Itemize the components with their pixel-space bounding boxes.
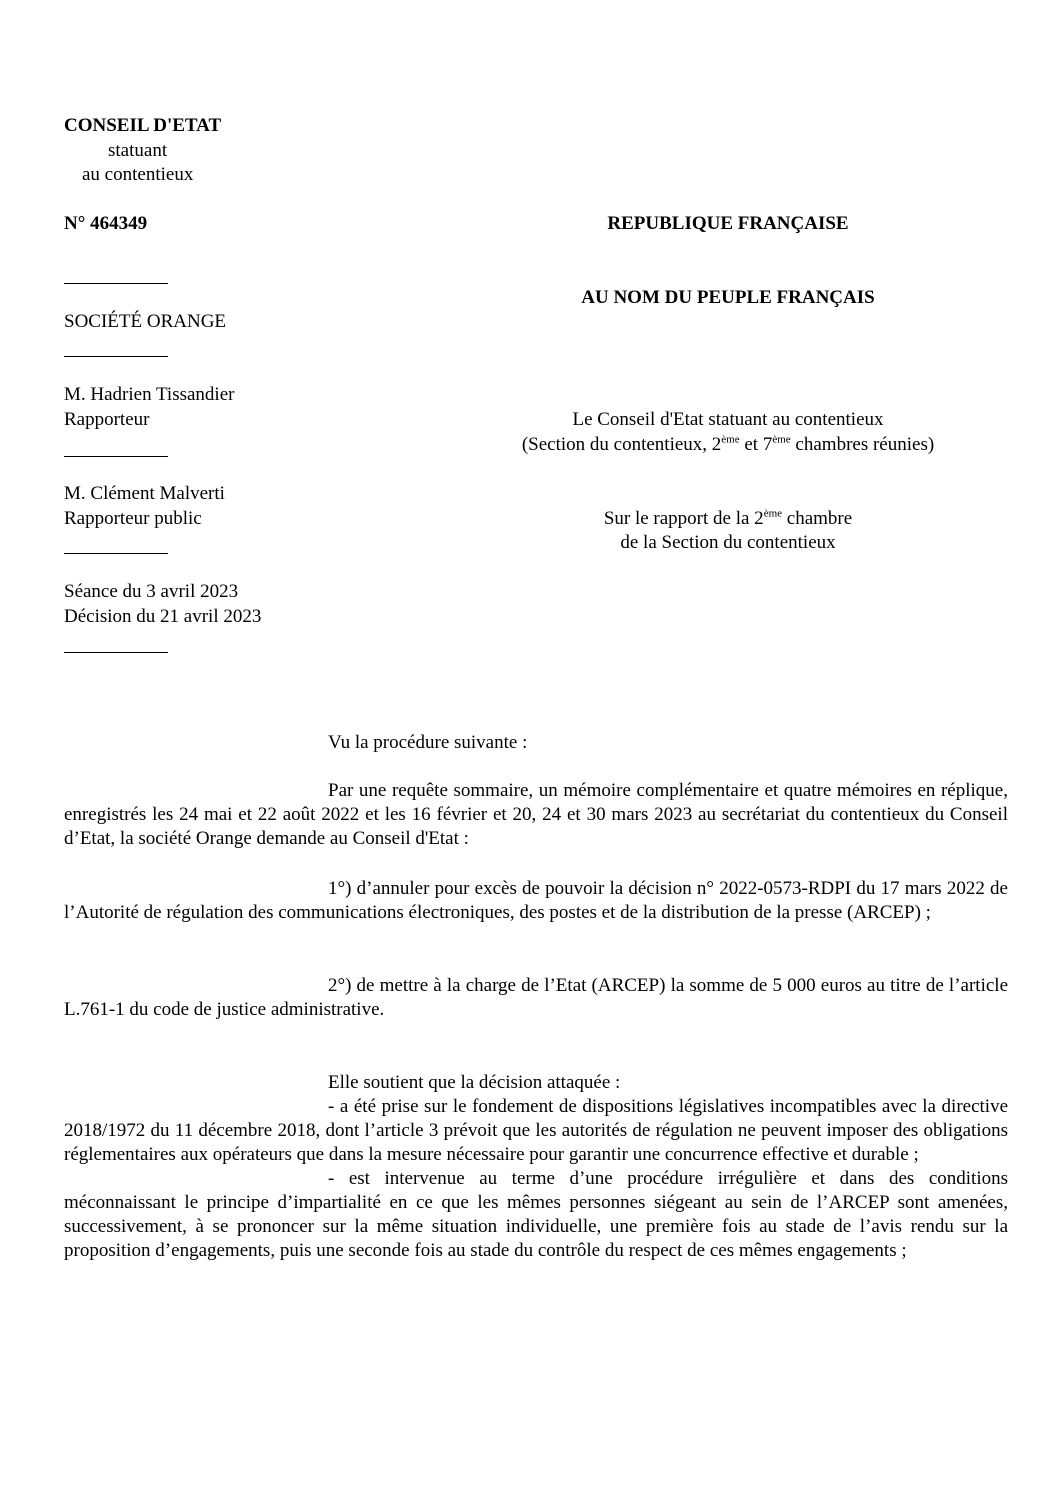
divider bbox=[64, 456, 168, 457]
people-heading: AU NOM DU PEUPLE FRANÇAIS bbox=[581, 287, 875, 308]
paragraph-grounds bbox=[64, 1071, 1008, 1263]
case-number: N° 464349 bbox=[64, 213, 148, 234]
procedure-intro: Vu la procédure suivante : bbox=[328, 732, 528, 753]
section-text-b: et 7 bbox=[739, 434, 773, 455]
report-line-2: de la Section du contentieux bbox=[620, 532, 836, 553]
council-line: Le Conseil d'Etat statuant au contentieux bbox=[572, 409, 884, 430]
paragraph-annul bbox=[64, 877, 1008, 925]
section-line bbox=[458, 433, 998, 457]
public-rapporteur-name: M. Clément Malverti bbox=[64, 483, 225, 504]
report-text-b: chambre bbox=[782, 508, 853, 529]
paragraph-costs bbox=[64, 974, 1008, 1022]
grounds-intro: Elle soutient que la décision attaquée : bbox=[328, 1072, 621, 1093]
party-name: SOCIÉTÉ ORANGE bbox=[64, 311, 227, 332]
report-sup: ème bbox=[763, 507, 783, 520]
ground-2: - est intervenue au terme d’une procédure irrégulière et dans des conditions méconnaissant le principe d’impartialité en ce que les mêmes personnes siégeant au sein de l’ARCEP sont amenées, successivement, à se prononcer sur la même situation individuelle, une première fois au stade de l’avis rendu sur la proposition d’engagements, puis une seconde fois au stade du contrôle du respect de ces mêmes engagements ; bbox=[64, 1168, 1008, 1261]
ground-1: - a été prise sur le fondement de dispositions législatives incompatibles avec la directive 2018/1972 du 11 décembre 2018, dont l’article 3 prévoit que les autorités de régulation ne peuvent imposer des obligations réglementaires aux opérateurs que dans la mesure nécessaire pour garantir une concurrence effective et durable ; bbox=[64, 1096, 1008, 1165]
decision-date: Décision du 21 avril 2023 bbox=[64, 606, 262, 627]
report-text-a: Sur le rapport de la 2 bbox=[603, 508, 764, 529]
court-sub2: au contentieux bbox=[82, 164, 194, 185]
section-sup-1: ème bbox=[721, 433, 740, 446]
divider bbox=[64, 283, 168, 284]
public-rapporteur-role: Rapporteur public bbox=[64, 508, 202, 529]
divider bbox=[64, 356, 168, 357]
court-sub1: statuant bbox=[108, 140, 168, 161]
report-line-1 bbox=[508, 507, 948, 531]
paragraph-request bbox=[64, 779, 1008, 851]
rapporteur-name: M. Hadrien Tissandier bbox=[64, 384, 235, 405]
divider bbox=[64, 553, 168, 554]
divider bbox=[64, 652, 168, 653]
court-name: CONSEIL D'ETAT bbox=[64, 115, 222, 136]
paragraph-costs-text: 2°) de mettre à la charge de l’Etat (ARCEP) la somme de 5 000 euros au titre de l’article L.761-1 du code de justice administrative. bbox=[64, 975, 1008, 1020]
republic-heading: REPUBLIQUE FRANÇAISE bbox=[607, 213, 849, 234]
hearing-date: Séance du 3 avril 2023 bbox=[64, 581, 239, 602]
paragraph-request-text: Par une requête sommaire, un mémoire complémentaire et quatre mémoires en réplique, enregistrés les 24 mai et 22 août 2022 et les 16 février et 20, 24 et 30 mars 2023 au secrétariat du contentieux du Conseil d’Etat, la société Orange demande au Conseil d'Etat : bbox=[64, 780, 1008, 849]
section-sup-2: ème bbox=[772, 433, 791, 446]
paragraph-annul-text: 1°) d’annuler pour excès de pouvoir la décision n° 2022-0573-RDPI du 17 mars 2022 de l’Autorité de régulation des communications électroniques, des postes et de la distribution de la presse (ARCEP) ; bbox=[64, 878, 1008, 923]
rapporteur-role: Rapporteur bbox=[64, 409, 150, 430]
section-text-a: (Section du contentieux, 2 bbox=[521, 434, 722, 455]
section-text-c: chambres réunies) bbox=[790, 434, 935, 455]
